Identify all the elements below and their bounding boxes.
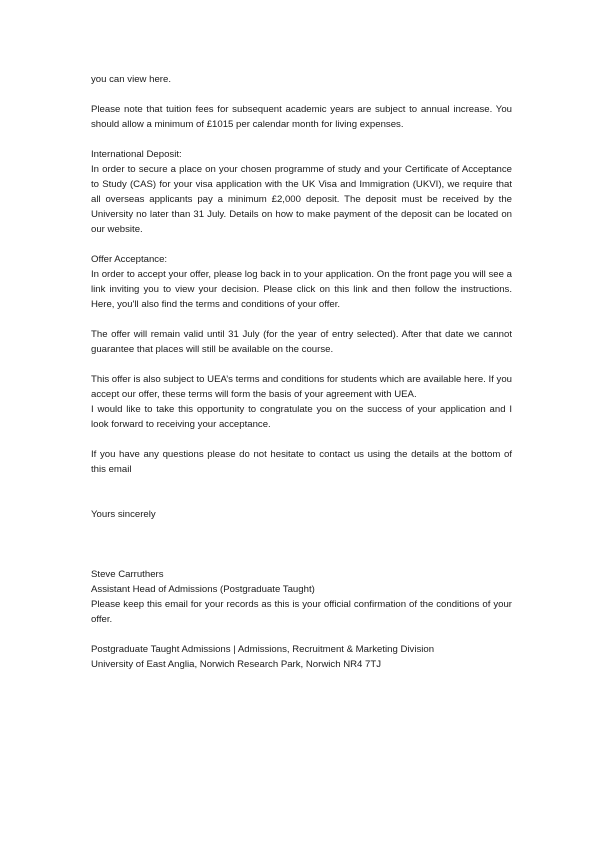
congratulations-paragraph: I would like to take this opportunity to congratulate you on the success of your application and I look forward to receiving your acceptance. [91,404,512,430]
footer-address: University of East Anglia, Norwich Research Park, Norwich NR4 7TJ [91,659,382,670]
acceptance-heading: Offer Acceptance: [91,254,168,265]
records-paragraph: Please keep this email for your records as this is your official confirmation of the conditions of your offer. [91,599,512,625]
letter-body [91,72,512,672]
footer-department: Postgraduate Taught Admissions | Admissions, Recruitment & Marketing Division [91,644,435,655]
fees-paragraph: Please note that tuition fees for subsequent academic years are subject to annual increase. You should allow a minimum of £1015 per calendar month for living expenses. [91,104,512,130]
deposit-heading: International Deposit: [91,149,182,160]
signature-title: Assistant Head of Admissions (Postgraduate Taught) [91,584,315,595]
terms-paragraph: This offer is also subject to UEA’s terms and conditions for students which are available here. If you accept our offer, these terms will form the basis of your agreement with UEA. [91,374,512,400]
questions-paragraph: If you have any questions please do not hesitate to contact us using the details at the bottom of this email [91,449,512,475]
deposit-paragraph: In order to secure a place on your chosen programme of study and your Certificate of Acceptance to Study (CAS) for your visa application with the UK Visa and Immigration (UKVI), we require that all overseas applicants pay a minimum £2,000 deposit. The deposit must be received by the University no later than 31 July. Details on how to make payment of the deposit can be located on our website. [91,164,512,235]
validity-paragraph: The offer will remain valid until 31 July (for the year of entry selected). After that date we cannot guarantee that places will still be available on the course. [91,329,512,355]
acceptance-paragraph: In order to accept your offer, please log back in to your application. On the front page you will see a link inviting you to view your decision. Please click on this link and then follow the instructions. Here, you'll also find the terms and conditions of your offer. [91,269,512,310]
view-here-text: you can view here. [91,74,171,85]
signature-name: Steve Carruthers [91,569,164,580]
closing-text: Yours sincerely [91,509,156,520]
